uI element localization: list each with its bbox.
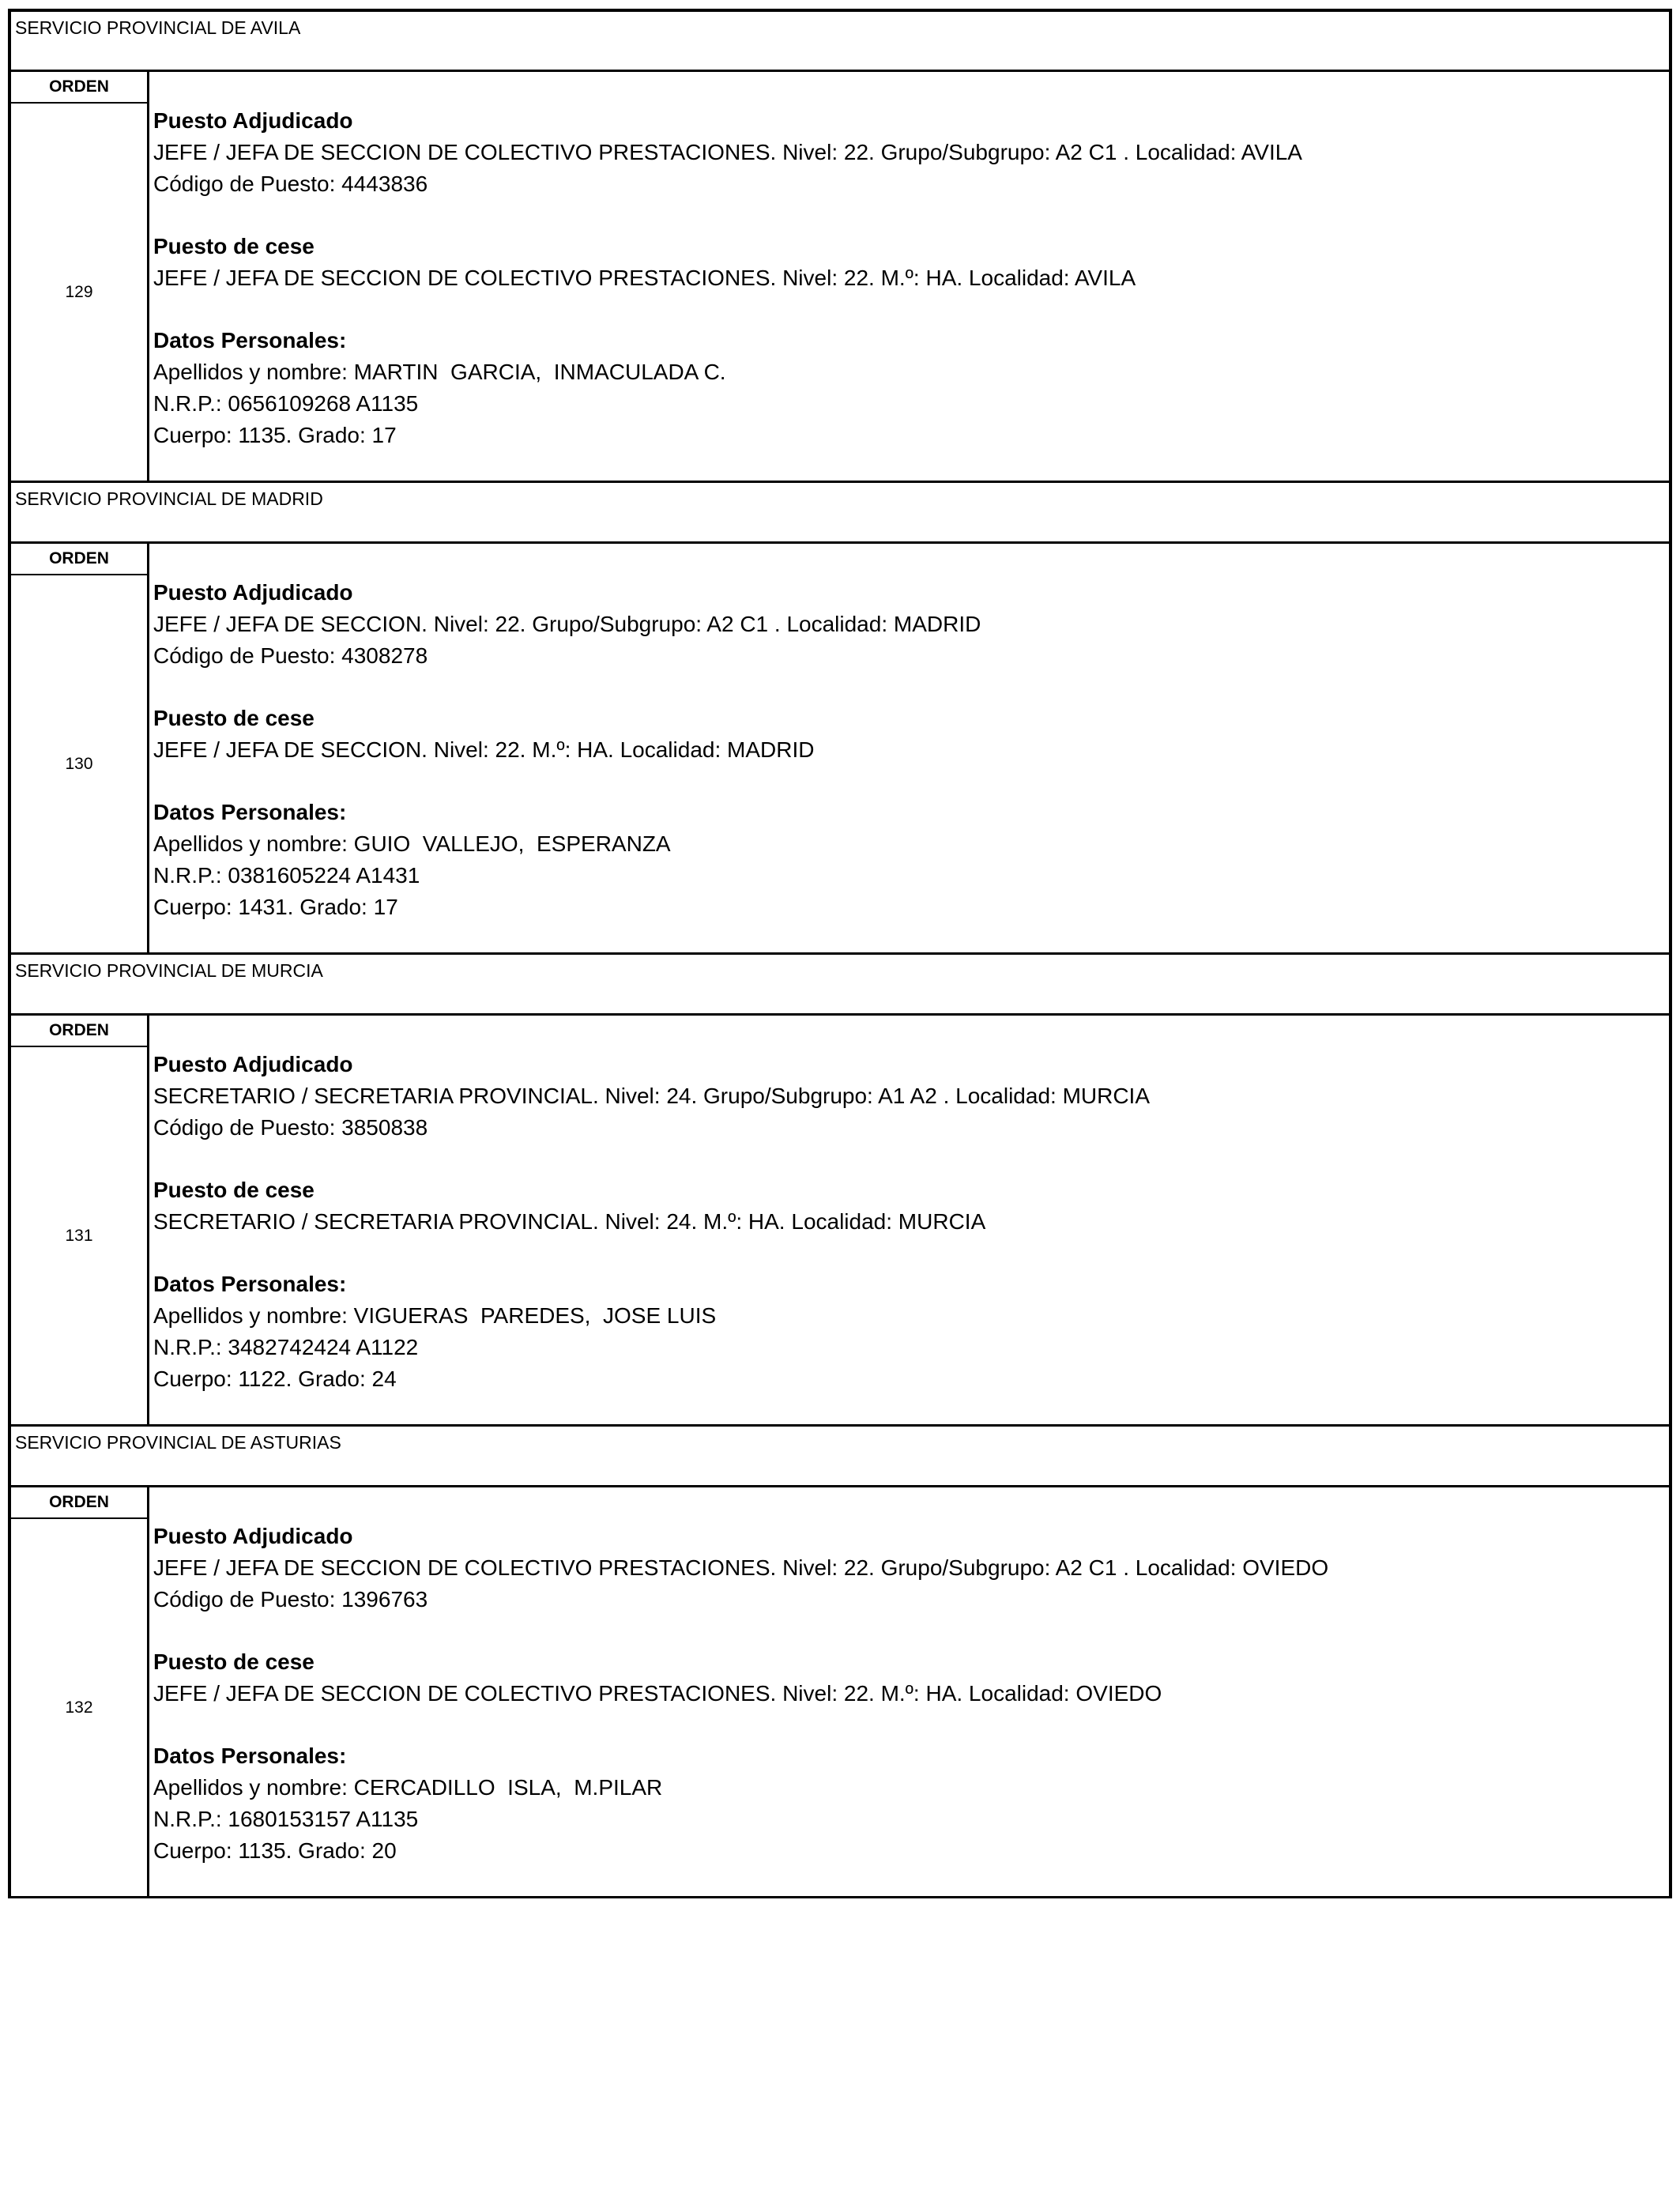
nrp: N.R.P.: 0656109268 A1135: [153, 391, 419, 416]
record-content: [149, 72, 1669, 481]
section-header: SERVICIO PROVINCIAL DE AVILA: [11, 9, 1669, 72]
section-murcia: [11, 952, 1669, 1424]
codigo-puesto: Código de Puesto: 4443836: [153, 172, 428, 196]
orden-number: 130: [65, 754, 93, 773]
puesto-adjudicado-title: Puesto Adjudicado: [153, 1052, 353, 1076]
datos-personales-title: Datos Personales:: [153, 800, 347, 824]
orden-number: 132: [65, 1698, 93, 1717]
orden-column: [11, 1016, 149, 1424]
spacer: [153, 766, 1669, 797]
orden-column: [11, 72, 149, 481]
puesto-adjudicado-title: Puesto Adjudicado: [153, 1524, 353, 1548]
puesto-cese-desc: JEFE / JEFA DE SECCION. Nivel: 22. M.º: HA. Localidad: MADRID: [153, 737, 815, 762]
puesto-adjudicado-desc: JEFE / JEFA DE SECCION DE COLECTIVO PRESTACIONES. Nivel: 22. Grupo/Subgrupo: A2 C1 . Localidad: OVIEDO: [153, 1555, 1329, 1580]
orden-label: ORDEN: [11, 72, 147, 104]
record-content: [149, 544, 1669, 952]
section-header: SERVICIO PROVINCIAL DE MADRID: [11, 481, 1669, 544]
puesto-cese-title: Puesto de cese: [153, 706, 315, 730]
document-table: [8, 9, 1672, 1898]
apellidos-nombre: Apellidos y nombre: VIGUERAS PAREDES, JOSE LUIS: [153, 1303, 717, 1328]
orden-column: [11, 1487, 149, 1896]
section-header: SERVICIO PROVINCIAL DE MURCIA: [11, 952, 1669, 1016]
section-madrid: [11, 481, 1669, 952]
orden-label: ORDEN: [11, 1016, 147, 1047]
orden-label: ORDEN: [11, 1487, 147, 1519]
apellidos-nombre: Apellidos y nombre: CERCADILLO ISLA, M.PILAR: [153, 1775, 663, 1800]
spacer: [153, 1238, 1669, 1269]
nrp: N.R.P.: 1680153157 A1135: [153, 1807, 419, 1831]
spacer: [153, 672, 1669, 703]
puesto-cese-title: Puesto de cese: [153, 234, 315, 258]
datos-personales-title: Datos Personales:: [153, 1272, 347, 1296]
orden-column: [11, 544, 149, 952]
apellidos-nombre: Apellidos y nombre: MARTIN GARCIA, INMACULADA C.: [153, 360, 726, 384]
puesto-cese-desc: JEFE / JEFA DE SECCION DE COLECTIVO PRESTACIONES. Nivel: 22. M.º: HA. Localidad: OVIEDO: [153, 1681, 1162, 1706]
section-asturias: [11, 1424, 1669, 1896]
codigo-puesto: Código de Puesto: 4308278: [153, 643, 428, 668]
spacer: [153, 1615, 1669, 1646]
orden-number: 131: [65, 1226, 93, 1245]
apellidos-nombre: Apellidos y nombre: GUIO VALLEJO, ESPERANZA: [153, 831, 671, 856]
cuerpo-grado: Cuerpo: 1122. Grado: 24: [153, 1367, 397, 1391]
datos-personales-title: Datos Personales:: [153, 328, 347, 352]
nrp: N.R.P.: 0381605224 A1431: [153, 863, 420, 888]
record-content: [149, 1487, 1669, 1896]
record-content: [149, 1016, 1669, 1424]
puesto-adjudicado-desc: JEFE / JEFA DE SECCION DE COLECTIVO PRESTACIONES. Nivel: 22. Grupo/Subgrupo: A2 C1 . Localidad: AVILA: [153, 140, 1302, 164]
section-header: SERVICIO PROVINCIAL DE ASTURIAS: [11, 1424, 1669, 1487]
section-avila: [11, 9, 1669, 481]
cuerpo-grado: Cuerpo: 1135. Grado: 20: [153, 1838, 397, 1863]
section-body: [11, 1016, 1669, 1424]
spacer: [153, 1710, 1669, 1740]
puesto-adjudicado-title: Puesto Adjudicado: [153, 580, 353, 605]
cuerpo-grado: Cuerpo: 1431. Grado: 17: [153, 895, 398, 919]
spacer: [153, 200, 1669, 231]
puesto-cese-title: Puesto de cese: [153, 1649, 315, 1674]
section-body: [11, 72, 1669, 481]
puesto-cese-title: Puesto de cese: [153, 1178, 315, 1202]
datos-personales-title: Datos Personales:: [153, 1744, 347, 1768]
puesto-adjudicado-desc: SECRETARIO / SECRETARIA PROVINCIAL. Nivel: 24. Grupo/Subgrupo: A1 A2 . Localidad: MURCIA: [153, 1084, 1151, 1108]
codigo-puesto: Código de Puesto: 3850838: [153, 1115, 428, 1140]
puesto-adjudicado-title: Puesto Adjudicado: [153, 108, 353, 133]
cuerpo-grado: Cuerpo: 1135. Grado: 17: [153, 423, 397, 447]
codigo-puesto: Código de Puesto: 1396763: [153, 1587, 428, 1612]
puesto-cese-desc: JEFE / JEFA DE SECCION DE COLECTIVO PRESTACIONES. Nivel: 22. M.º: HA. Localidad: AVILA: [153, 266, 1136, 290]
section-body: [11, 1487, 1669, 1896]
puesto-cese-desc: SECRETARIO / SECRETARIA PROVINCIAL. Nivel: 24. M.º: HA. Localidad: MURCIA: [153, 1209, 986, 1234]
orden-number: 129: [65, 282, 93, 301]
spacer: [153, 294, 1669, 325]
puesto-adjudicado-desc: JEFE / JEFA DE SECCION. Nivel: 22. Grupo/Subgrupo: A2 C1 . Localidad: MADRID: [153, 612, 981, 636]
spacer: [153, 1144, 1669, 1174]
section-body: [11, 544, 1669, 952]
nrp: N.R.P.: 3482742424 A1122: [153, 1335, 419, 1359]
orden-label: ORDEN: [11, 544, 147, 575]
